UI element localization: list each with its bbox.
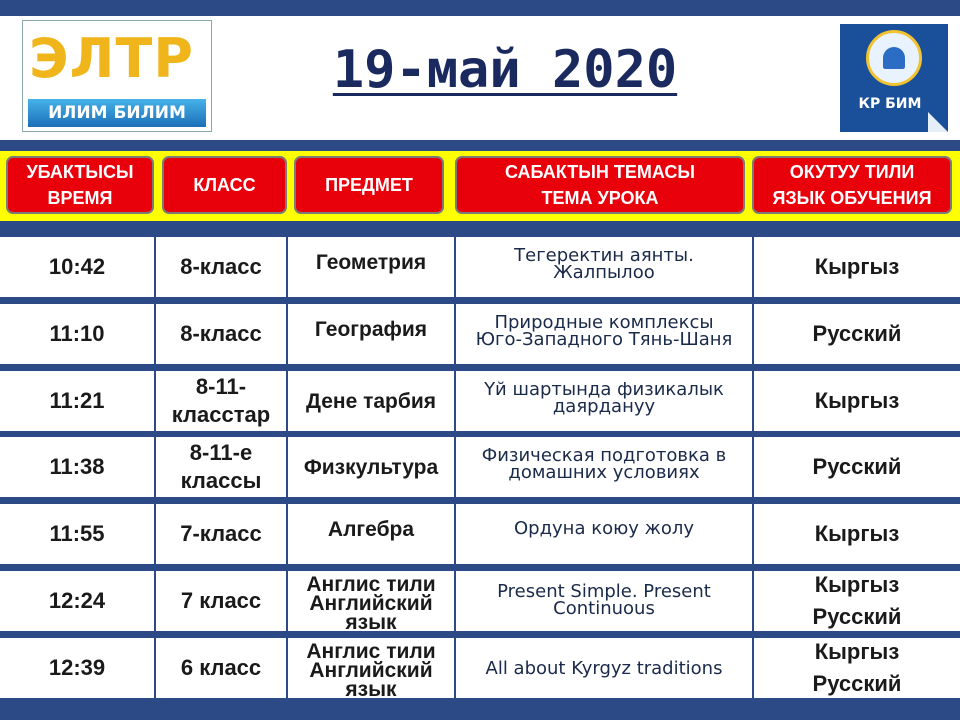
page-title: 19-май 2020 [332, 40, 678, 100]
subject-cell [288, 504, 454, 564]
subject-cell [288, 638, 454, 701]
language-cell [754, 371, 960, 431]
topic-value: Үй шартында физикалык [484, 379, 724, 400]
class-cell [156, 504, 286, 564]
class-value: 8-класс [180, 321, 262, 346]
class-value: 6 класс [180, 655, 262, 680]
topic-cell [456, 638, 752, 698]
subject-value: Алгебра [327, 518, 415, 541]
language-cell [754, 304, 960, 364]
topic-value: Физическая подготовка в [481, 445, 727, 466]
time-cell [0, 237, 154, 297]
topic-cell [456, 504, 752, 564]
language-value: Русский [812, 671, 902, 696]
subject-value: Англис тили [306, 572, 436, 596]
class-value: 8-11- [195, 374, 247, 399]
topic-value: Тегеректин аянты. [514, 245, 694, 266]
class-value: классы [180, 468, 262, 493]
subject-cell [288, 304, 454, 364]
class-cell [156, 304, 286, 364]
kr-bim-logo [840, 24, 948, 132]
column-header-label: УБАКТЫСЫ [26, 162, 134, 182]
topic-value: Continuous [553, 598, 655, 619]
language-cell [754, 504, 960, 564]
table-row [0, 237, 960, 297]
topic-cell [456, 437, 752, 497]
time-cell [0, 504, 154, 564]
table-row [0, 571, 960, 634]
column-header-time [6, 156, 154, 214]
language-value: Русский [812, 454, 902, 479]
column-header-topic [455, 156, 745, 214]
class-value: 7-класс [180, 521, 262, 546]
table-row [0, 504, 960, 564]
column-header-label: ВРЕМЯ [47, 188, 113, 208]
table-row [0, 304, 960, 364]
class-cell [156, 571, 286, 631]
time-cell [0, 371, 154, 431]
kr-bim-label: КР БИМ [858, 96, 922, 112]
column-header-label: САБАКТЫН ТЕМАСЫ [504, 162, 696, 182]
topic-value: домашних условиях [508, 462, 700, 483]
subject-value: Английский [309, 658, 433, 682]
page-fold-icon [928, 112, 948, 132]
subject-cell [288, 371, 454, 431]
subject-cell [288, 437, 454, 497]
language-cell [754, 571, 960, 631]
column-header-language [752, 156, 952, 214]
class-value: 8-11-е [189, 440, 253, 465]
time-value: 12:39 [48, 655, 106, 680]
language-value: Русский [812, 604, 902, 629]
table-row [0, 638, 960, 701]
time-value: 11:38 [49, 454, 105, 479]
language-value: Кыргыз [814, 254, 900, 279]
class-cell [156, 237, 286, 297]
time-value: 12:24 [48, 588, 106, 613]
class-cell [156, 437, 286, 497]
time-value: 11:55 [49, 521, 105, 546]
class-cell [156, 638, 286, 698]
time-value: 11:21 [49, 388, 105, 413]
subject-cell [288, 237, 454, 297]
language-value: Кыргыз [814, 521, 900, 546]
column-header-label: ОКУТУУ ТИЛИ [789, 162, 915, 182]
topic-value: Ордуна коюу жолу [513, 518, 694, 539]
subject-value: Геометрия [315, 251, 427, 274]
class-value: класстар [171, 402, 271, 427]
topic-value: Юго-Западного Тянь-Шаня [475, 329, 733, 350]
topic-value: All about Kyrgyz traditions [485, 657, 723, 679]
topic-cell [456, 237, 752, 297]
time-value: 11:10 [49, 321, 105, 346]
column-header-class [162, 156, 287, 214]
subject-value: Дене тарбия [305, 389, 437, 413]
class-value: 7 класс [180, 588, 262, 613]
topic-cell [456, 371, 752, 431]
column-header-label: ТЕМА УРОКА [541, 188, 659, 208]
topic-cell [456, 304, 752, 364]
time-cell [0, 304, 154, 364]
eltr-logo-text: ЭЛТР [29, 27, 194, 90]
topic-value: даярдануу [552, 396, 656, 417]
time-cell [0, 638, 154, 698]
time-value: 10:42 [48, 254, 106, 279]
subject-value: язык [345, 610, 397, 634]
language-value: Кыргыз [814, 572, 900, 597]
ilim-bilim-label: ИЛИМ БИЛИМ [28, 99, 206, 127]
topic-value: Природные комплексы [494, 312, 714, 333]
bottom-bar [0, 702, 960, 720]
column-header-label: КЛАСС [193, 175, 256, 195]
subject-value: Англис тили [306, 639, 436, 663]
table-row [0, 371, 960, 431]
topic-value: Жалпылоо [553, 262, 655, 283]
subject-value: Физкультура [303, 455, 439, 479]
language-cell [754, 638, 960, 698]
language-value: Русский [812, 321, 902, 346]
language-value: Кыргыз [814, 388, 900, 413]
column-header-label: ПРЕДМЕТ [325, 175, 413, 195]
kyrgyz-emblem-icon [866, 30, 922, 86]
language-cell [754, 437, 960, 497]
subject-value: География [314, 318, 428, 341]
column-header-subject [294, 156, 444, 214]
time-cell [0, 571, 154, 631]
language-cell [754, 237, 960, 297]
subject-value: Английский [309, 591, 433, 615]
class-cell [156, 371, 286, 431]
topic-value: Present Simple. Present [497, 581, 711, 602]
table-row [0, 437, 960, 497]
time-cell [0, 437, 154, 497]
language-value: Кыргыз [814, 639, 900, 664]
topic-cell [456, 571, 752, 631]
subject-value: язык [345, 677, 397, 701]
subject-cell [288, 571, 454, 634]
column-header-label: ЯЗЫК ОБУЧЕНИЯ [772, 188, 932, 208]
class-value: 8-класс [180, 254, 262, 279]
